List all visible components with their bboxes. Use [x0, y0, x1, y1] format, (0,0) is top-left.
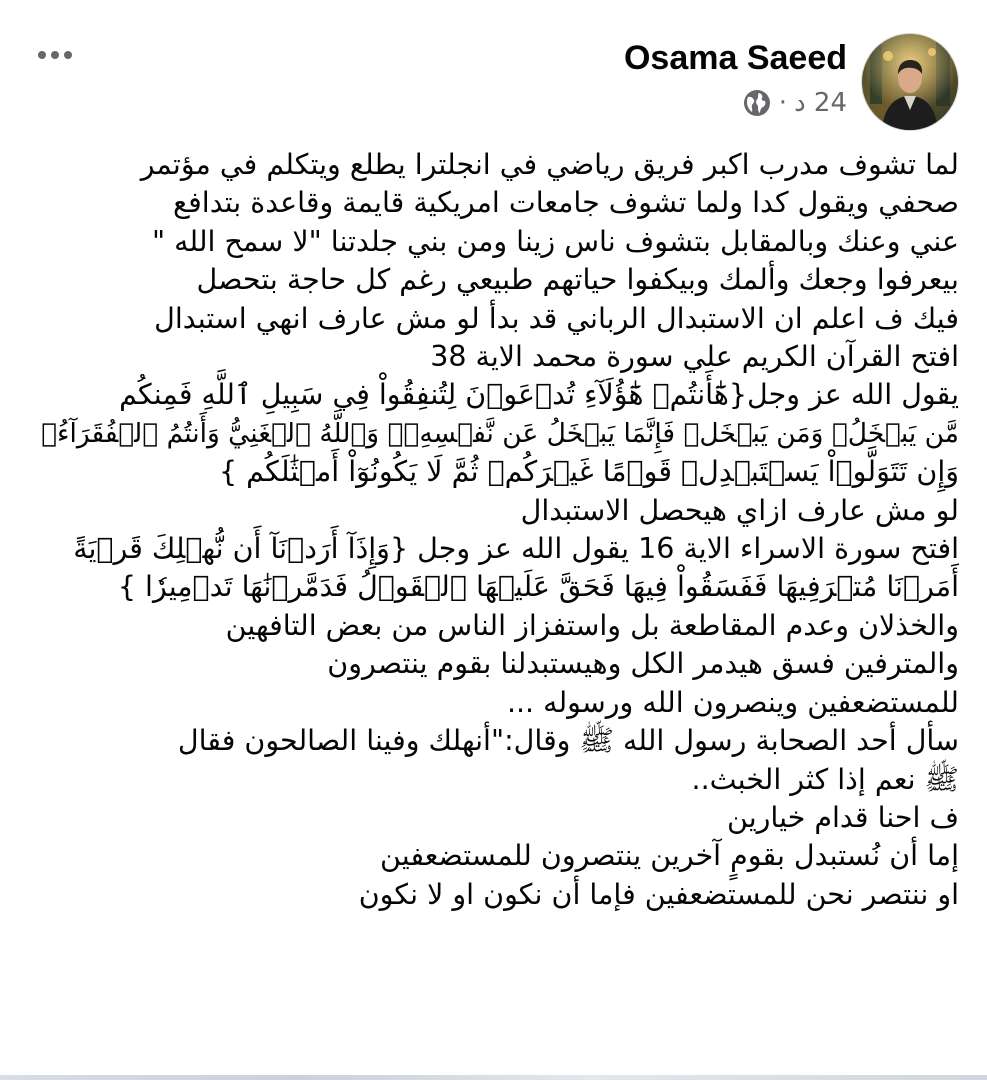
post-text-line: عني وعنك وبالمقابل بتشوف ناس زينا ومن بني جلدتنا "لا سمح الله ": [151, 224, 959, 258]
next-post-preview-edge: [0, 1075, 987, 1080]
post-text-line: أَمَرۡنَا مُتۡرَفِيهَا فَفَسَقُواْ فِيهَا فَحَقَّ عَلَيۡهَا ٱلۡقَوۡلُ فَدَمَّرۡنَٰهَا تَدۡمِيرٗا }: [117, 570, 959, 604]
post-text-line: ف احنا قدام خيارين: [727, 800, 959, 834]
post-text-line: بيعرفوا وجعك وألمك وبيكفوا حياتهم طبيعي رغم كل حاجة بتحصل: [196, 263, 959, 297]
post-text-line: ﷺ نعم إذا كثر الخبث..: [691, 762, 959, 796]
post-text-line: سأل أحد الصحابة رسول الله ﷺ وقال:"أنهلك وفينا الصالحون فقال: [177, 724, 959, 758]
post-text: [28, 146, 959, 914]
more-options-button[interactable]: [32, 40, 78, 70]
post-text-line: صحفي ويقول كدا ولما تشوف جامعات امريكية قايمة وقاعدة بتدافع: [173, 186, 959, 220]
more-dot-icon: [64, 51, 72, 59]
globe-icon[interactable]: [742, 88, 772, 118]
post-text-line: لما تشوف مدرب اكبر فريق رياضي في انجلترا يطلع ويتكلم في مؤتمر: [140, 148, 959, 181]
post-text-line: إما أن نُستبدل بقومٍ آخرين ينتصرون للمستضعفين: [380, 839, 959, 873]
post-time[interactable]: 24 د: [794, 88, 847, 118]
post-text-line: وَإِن تَتَوَلَّوۡاْ يَسۡتَبۡدِلۡ قَوۡمًا غَيۡرَكُمۡ ثُمَّ لَا يَكُونُوٓاْ أَمۡثَٰلَكُم }: [218, 455, 959, 489]
post-text-line: افتح القرآن الكريم علي سورة محمد الاية 38: [430, 340, 959, 374]
post-text-line: مَّن يَبۡخَلُۖ وَمَن يَبۡخَلۡ فَإِنَّمَا يَبۡخَلُ عَن نَّفۡسِهِۦۚ وَٱللَّهُ ٱلۡغَنِيُّ وَأَنتُمُ ٱلۡفُقَرَآءُۚ: [41, 417, 959, 449]
post-text-line: فيك ف اعلم ان الاستبدال الرباني قد بدأ لو مش عارف انهي استبدال: [154, 301, 959, 335]
post-text-line: والخذلان وعدم المقاطعة بل واستفزاز الناس من بعض التافهين: [225, 608, 959, 642]
post-text-line: للمستضعفين وينصرون الله ورسوله ...: [506, 685, 959, 719]
post-meta: [742, 86, 847, 120]
post-text-line: او ننتصر نحن للمستضعفين فإما أن نكون او لا نكون: [358, 877, 959, 911]
author-name[interactable]: Osama Saeed: [623, 39, 847, 77]
post-text-line: يقول الله عز وجل{هَٰٓأَنتُمۡ هَٰٓؤُلَآءِ تُدۡعَوۡنَ لِتُنفِقُواْ فِي سَبِيلِ ٱللَّهِ فَمِنكُم: [119, 378, 959, 412]
post-text-line: افتح سورة الاسراء الاية 16 يقول الله عز وجل {وَإِذَآ أَرَدۡنَآ أَن نُّهۡلِكَ قَرۡيَةً: [73, 532, 959, 566]
post-text-line: لو مش عارف ازاي هيحصل الاستبدال: [520, 493, 959, 527]
more-dot-icon: [38, 51, 46, 59]
author-avatar[interactable]: [861, 33, 959, 131]
post-header: [28, 30, 959, 132]
more-dot-icon: [51, 51, 59, 59]
post-text-line: والمترفين فسق هيدمر الكل وهيستبدلنا بقوم ينتصرون: [327, 647, 959, 681]
meta-separator: ·: [778, 88, 788, 118]
